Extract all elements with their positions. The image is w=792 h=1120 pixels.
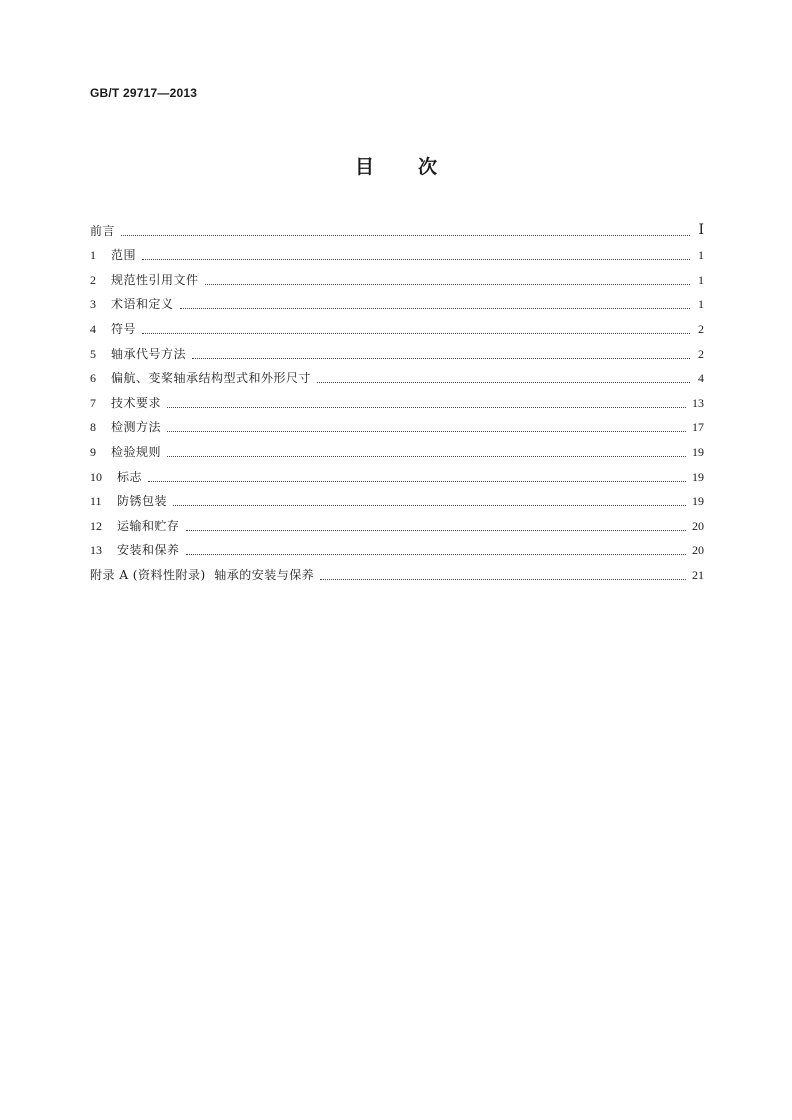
toc-entry-page: 20 — [692, 543, 704, 558]
toc-entry-appendix-a[interactable] — [90, 558, 704, 583]
toc-entry-label: 检测方法 — [111, 420, 162, 435]
toc-entry-label: 范围 — [111, 248, 137, 263]
toc-entry-3[interactable] — [90, 288, 704, 313]
toc-entry-page: 2 — [698, 321, 704, 336]
toc-entry-page: 20 — [692, 518, 704, 533]
toc-dot-leader — [121, 234, 690, 236]
toc-entry-label: 术语和定义 — [111, 297, 174, 312]
toc-entry-page: 2 — [698, 346, 704, 361]
toc-entry-label: 附录 A (资料性附录) 轴承的安装与保养 — [90, 567, 315, 582]
toc-entry-10[interactable] — [90, 460, 704, 485]
toc-dot-leader — [167, 455, 686, 457]
toc-entry-label: 防锈包装 — [117, 494, 168, 509]
toc-entry-5[interactable] — [90, 337, 704, 362]
toc-entry-page: 4 — [698, 371, 704, 386]
toc-entry-6[interactable] — [90, 362, 704, 387]
toc-entry-label: 检验规则 — [111, 444, 162, 459]
toc-entry-page: 1 — [698, 297, 704, 312]
toc-entry-label: 符号 — [111, 321, 137, 336]
toc-dot-leader — [317, 381, 690, 383]
toc-entry-number: 12 — [90, 518, 102, 533]
toc-dot-leader — [142, 258, 690, 260]
toc-entry-label: 轴承代号方法 — [111, 346, 187, 361]
toc-entry-number: 10 — [90, 469, 102, 484]
toc-entry-label: 运输和贮存 — [117, 518, 180, 533]
toc-entry-number: 6 — [90, 371, 96, 386]
toc-entry-foreword[interactable] — [90, 214, 704, 239]
toc-dot-leader — [173, 504, 686, 506]
toc-entry-11[interactable] — [90, 485, 704, 510]
title-char-1: 目 — [354, 156, 374, 178]
toc-entry-page: 17 — [692, 420, 704, 435]
page-title — [0, 152, 792, 179]
toc-entry-number: 2 — [90, 272, 96, 287]
toc-entry-7[interactable] — [90, 386, 704, 411]
toc-entry-number: 5 — [90, 346, 96, 361]
toc-entry-number: 4 — [90, 321, 96, 336]
toc-entry-number: 13 — [90, 543, 102, 558]
toc-entry-9[interactable] — [90, 435, 704, 460]
toc-entry-page: 21 — [692, 567, 704, 582]
toc-dot-leader — [148, 480, 686, 482]
toc-dot-leader — [186, 529, 686, 531]
toc-entry-4[interactable] — [90, 312, 704, 337]
toc-entry-label: 标志 — [117, 469, 143, 484]
toc-dot-leader — [320, 578, 686, 580]
toc-entry-page: 19 — [692, 494, 704, 509]
toc-dot-leader — [205, 283, 690, 285]
toc-entry-page: 1 — [698, 248, 704, 263]
toc-dot-leader — [167, 406, 686, 408]
toc-entry-number: 7 — [90, 395, 96, 410]
toc-entry-label: 安装和保养 — [117, 543, 180, 558]
toc-entry-label: 规范性引用文件 — [111, 272, 199, 287]
toc-entry-8[interactable] — [90, 411, 704, 436]
title-char-2: 次 — [418, 156, 438, 178]
toc-entry-page: 19 — [692, 469, 704, 484]
standard-code: GB/T 29717—2013 — [90, 86, 198, 100]
toc-entry-page: 1 — [698, 272, 704, 287]
toc-entry-12[interactable] — [90, 509, 704, 534]
toc-entry-13[interactable] — [90, 534, 704, 559]
toc-entry-page: 13 — [692, 395, 704, 410]
toc-entry-page: 19 — [692, 444, 704, 459]
toc-entry-number: 1 — [90, 248, 96, 263]
toc-dot-leader — [192, 357, 690, 359]
toc-dot-leader — [186, 553, 686, 555]
toc-entry-number: 8 — [90, 420, 96, 435]
toc-dot-leader — [167, 430, 686, 432]
toc-entry-label: 偏航、变桨轴承结构型式和外形尺寸 — [111, 371, 312, 386]
toc-dot-leader — [180, 307, 690, 309]
toc-entry-number: 3 — [90, 297, 96, 312]
toc-entry-number: 9 — [90, 444, 96, 459]
table-of-contents — [90, 214, 704, 583]
toc-dot-leader — [142, 332, 690, 334]
toc-entry-label: 前言 — [90, 223, 116, 238]
toc-entry-number: 11 — [90, 494, 102, 509]
toc-entry-page: Ⅰ — [698, 222, 704, 238]
toc-entry-1[interactable] — [90, 239, 704, 264]
toc-entry-label: 技术要求 — [111, 395, 162, 410]
toc-entry-2[interactable] — [90, 263, 704, 288]
